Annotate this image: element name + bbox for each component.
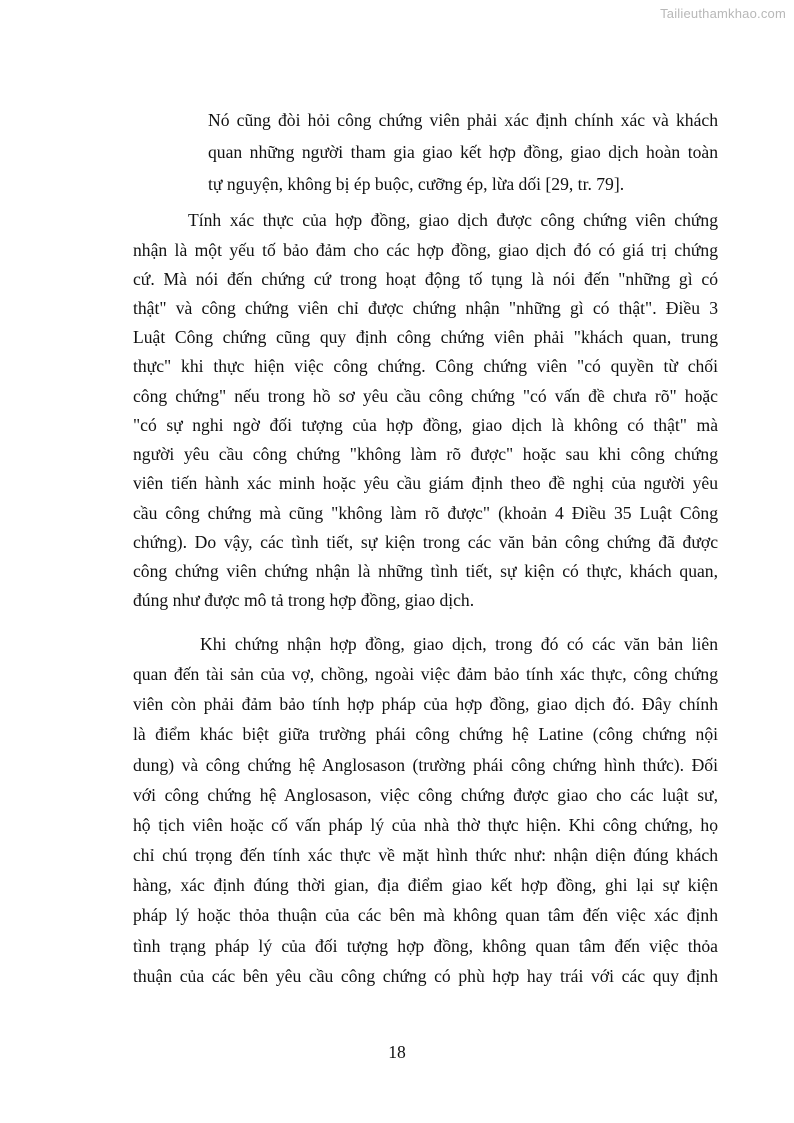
paragraph-line: thực" khi thực hiện việc công chứng. Công chứng viên "có quyền từ chối [133,356,718,376]
paragraph-line: viên tiến hành xác minh hoặc yêu cầu giám định theo đề nghị của người yêu [133,473,718,493]
paragraph-line: công chứng" nếu trong hồ sơ yêu cầu công chứng "có vấn đề chưa rõ" hoặc [133,386,718,406]
paragraph-line: với công chứng hệ Anglosason, việc công chứng được giao cho các luật sư, [133,785,718,805]
paragraph-line: Khi chứng nhận hợp đồng, giao dịch, trong đó có các văn bản liên [200,634,718,654]
paragraph-line: Tính xác thực của hợp đồng, giao dịch được công chứng viên chứng [188,210,718,230]
paragraph-line: viên còn phải đảm bảo tính hợp pháp của hợp đồng, giao dịch đó. Đây chính [133,694,718,714]
paragraph-line: cứ. Mà nói đến chứng cứ trong hoạt động tố tụng là nói đến "những gì có [133,269,718,289]
paragraph-line: nhận là một yếu tố bảo đảm cho các hợp đồng, giao dịch đó có giá trị chứng [133,240,718,260]
paragraph-line: chỉ chú trọng đến tính xác thực về mặt hình thức như: nhận diện đúng khách [133,845,718,865]
paragraph-line: là điểm khác biệt giữa trường phái công chứng hệ Latine (công chứng nội [133,724,718,744]
paragraph-line: hàng, xác định đúng thời gian, địa điểm giao kết hợp đồng, ghi lại sự kiện [133,875,718,895]
paragraph-line: Luật Công chứng cũng quy định công chứng viên phải "khách quan, trung [133,327,718,347]
page-number: 18 [388,1042,406,1062]
paragraph-line: thật" và công chứng viên chỉ được chứng nhận "những gì có thật". Điều 3 [133,298,718,318]
paragraph-line: hộ tịch viên hoặc cố vấn pháp lý của nhà thờ thực hiện. Khi công chứng, họ [133,815,718,835]
watermark-text: Tailieuthamkhao.com [660,6,786,21]
quote-line: tự nguyện, không bị ép buộc, cưỡng ép, lừa dối [29, tr. 79]. [208,174,625,194]
paragraph-line: công chứng viên chứng nhận là những tình tiết, sự kiện có thực, khách quan, [133,561,718,581]
paragraph-line: cầu công chứng mà cũng "không làm rõ được" (khoản 4 Điều 35 Luật Công [133,503,718,523]
paragraph-line: người yêu cầu công chứng "không làm rõ được" hoặc sau khi công chứng [133,444,718,464]
paragraph-line: thuận của các bên yêu cầu công chứng có phù hợp hay trái với các quy định [133,966,718,986]
paragraph-line: đúng như được mô tả trong hợp đồng, giao dịch. [133,590,475,610]
quote-line: Nó cũng đòi hỏi công chứng viên phải xác định chính xác và khách [208,110,718,130]
paragraph-line: dung) và công chứng hệ Anglosason (trường phái công chứng hình thức). Đối [133,755,718,775]
paragraph-line: tình trạng pháp lý của đối tượng hợp đồng, không quan tâm đến việc thỏa [133,936,718,956]
paragraph-line: quan đến tài sản của vợ, chồng, ngoài việc đảm bảo tính xác thực, công chứng [133,664,718,684]
paragraph-line: "có sự nghi ngờ đối tượng của hợp đồng, giao dịch là không có thật" mà [133,415,718,435]
paragraph-line: pháp lý hoặc thỏa thuận của các bên mà không quan tâm đến việc xác định [133,905,718,925]
paragraph-line: chứng). Do vậy, các tình tiết, sự kiện trong các văn bản công chứng đã được [133,532,718,552]
quote-line: quan những người tham gia giao kết hợp đồng, giao dịch hoàn toàn [208,142,718,162]
